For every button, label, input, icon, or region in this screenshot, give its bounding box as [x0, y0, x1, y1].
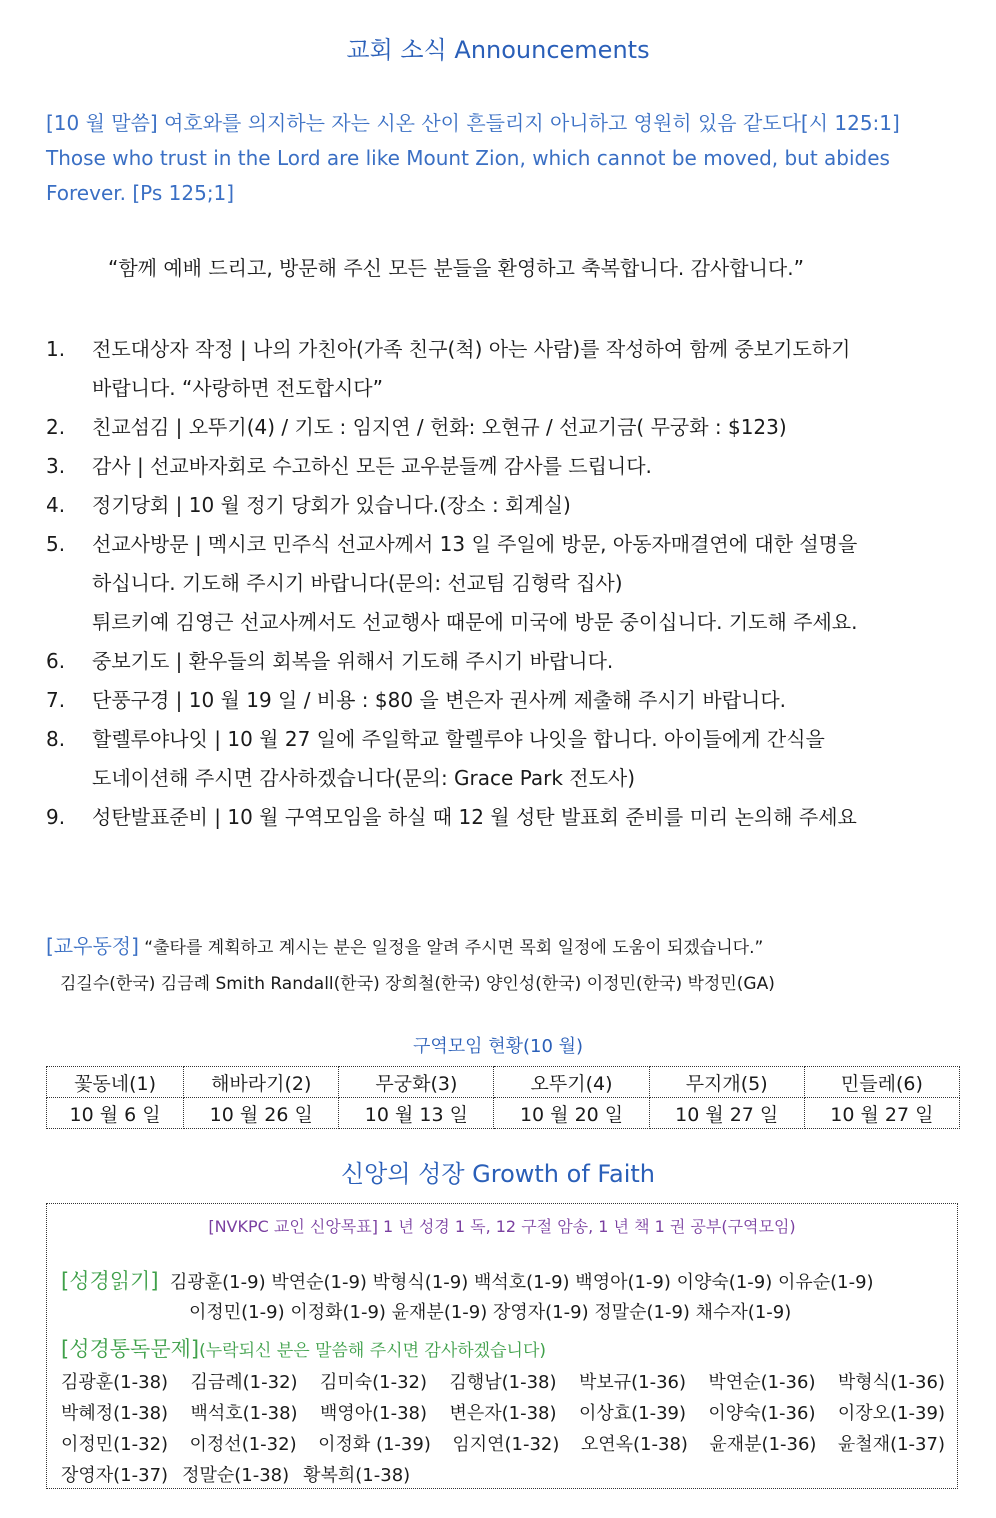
cell-group-table	[46, 1066, 960, 1129]
list-item: 김광훈(1-38) 김금례(1-32) 김미숙(1-32) 김행남(1-38) 박보규(1-36) 박연순(1-36) 박형식(1-36)	[61, 1372, 945, 1393]
monthly-verse	[46, 106, 976, 211]
list-item: 박혜정(1-38) 백석호(1-38) 백영아(1-38) 변은자(1-38) 이상효(1-39) 이양숙(1-36) 이장오(1-39)	[61, 1403, 945, 1424]
news-item: 7. 단풍구경 | 10 월 19 일 / 비용 : $80 을 변은자 권사께 제출해 주시기 바랍니다.	[46, 688, 787, 712]
bible-test	[61, 1334, 945, 1491]
table-row: 꽃동네(1) 해바라기(2) 무궁화(3) 오뚜기(4) 무지개(5) 민들레(6)	[47, 1067, 960, 1098]
bible-test-note: (누락되신 분은 말씀해 주시면 감사하겠습니다)	[199, 1341, 547, 1361]
list-item: 장영자(1-37) 정말순(1-38) 황복희(1-38)	[61, 1465, 411, 1486]
member-news-names: 김길수(한국) 김금례 Smith Randall(한국) 장희철(한국) 양인성(한국) 이정민(한국) 박정민(GA)	[60, 974, 775, 994]
welcome-message: “함께 예배 드리고, 방문해 주신 모든 분들을 환영하고 축복합니다. 감사합니다.”	[108, 256, 804, 280]
member-news-header: [교우동정]	[46, 934, 139, 958]
announcements-title: 교회 소식 Announcements	[346, 36, 650, 64]
bible-reading-label: [성경읽기]	[61, 1269, 159, 1293]
cell-group-title: 구역모임 현황(10 월)	[412, 1036, 584, 1057]
member-news-message: “출타를 계획하고 계시는 분은 일정을 알려 주시면 목회 일정에 도움이 되겠습니다.”	[138, 938, 764, 958]
member-news	[46, 928, 966, 1002]
table-row: 10 월 6 일 10 월 26 일 10 월 13 일 10 월 20 일 10 월 27 일 10 월 27 일	[47, 1098, 960, 1129]
news-item: 6. 중보기도 | 환우들의 회복을 위해서 기도해 주시기 바랍니다.	[46, 649, 614, 673]
news-item: 9. 성탄발표준비 | 10 월 구역모임을 하실 때 12 월 성탄 발표회 준비를 미리 논의해 주세요	[46, 805, 857, 829]
news-item: 2. 친교섬김 | 오뚜기(4) / 기도 : 임지연 / 헌화: 오현규 / 선교기금( 무궁화 : $123)	[46, 415, 787, 439]
verse-korean: [10 월 말씀] 여호와를 의지하는 자는 시온 산이 흔들리지 아니하고 영원히 있음 같도다[시 125:1]	[46, 111, 900, 135]
verse-english-2: Forever. [Ps 125;1]	[46, 181, 235, 205]
news-item: 3. 감사 | 선교바자회로 수고하신 모든 교우분들께 감사를 드립니다.	[46, 454, 652, 478]
news-item: 1. 전도대상자 작정 | 나의 가친아(가족 친구(척) 아는 사람)를 작성하여 함께 중보기도하기 바랍니다. “사랑하면 전도합시다”	[46, 337, 851, 400]
news-list	[46, 330, 946, 837]
faith-title: 신앙의 성장 Growth of Faith	[340, 1160, 656, 1188]
faith-goal: [NVKPC 교인 신앙목표] 1 년 성경 1 독, 12 구절 암송, 1 년 책 1 권 공부(구역모임)	[208, 1217, 796, 1236]
verse-english-1: Those who trust in the Lord are like Mount Zion, which cannot be moved, but abides	[46, 146, 890, 170]
news-item: 8. 할렐루야나잇 | 10 월 27 일에 주일학교 할렐루야 나잇을 합니다. 아이들에게 간식을 도네이션해 주시면 감사하겠습니다(문의: Grace Park 전도사)	[46, 727, 825, 790]
bible-reading: [성경읽기] 김광훈(1-9) 박연순(1-9) 박형식(1-9) 백석호(1-9) 백영아(1-9) 이양숙(1-9) 이유순(1-9) 이정민(1-9) 이정화(1-9) 윤재분(1-9) 장영자(1-9) 정말순(1-9) 채수자(1-9)	[61, 1269, 874, 1323]
faith-box	[46, 1203, 958, 1489]
news-item: 5. 선교사방문 | 멕시코 민주식 선교사께서 13 일 주일에 방문, 아동자매결연에 대한 설명을 하십니다. 기도해 주시기 바랍니다(문의: 선교팀 김형락 집사) 튀르키예 김영근 선교사께서도 선교행사 때문에 미국에 방문 중이십니다. 기도해 주세요.	[46, 532, 858, 634]
news-item: 4. 정기당회 | 10 월 정기 당회가 있습니다.(장소 : 회계실)	[46, 493, 571, 517]
list-item: 이정민(1-32) 이정선(1-32) 이정화 (1-39) 임지연(1-32) 오연옥(1-38) 윤재분(1-36) 윤철재(1-37)	[61, 1434, 945, 1455]
bible-test-label: [성경통독문제]	[61, 1337, 200, 1361]
